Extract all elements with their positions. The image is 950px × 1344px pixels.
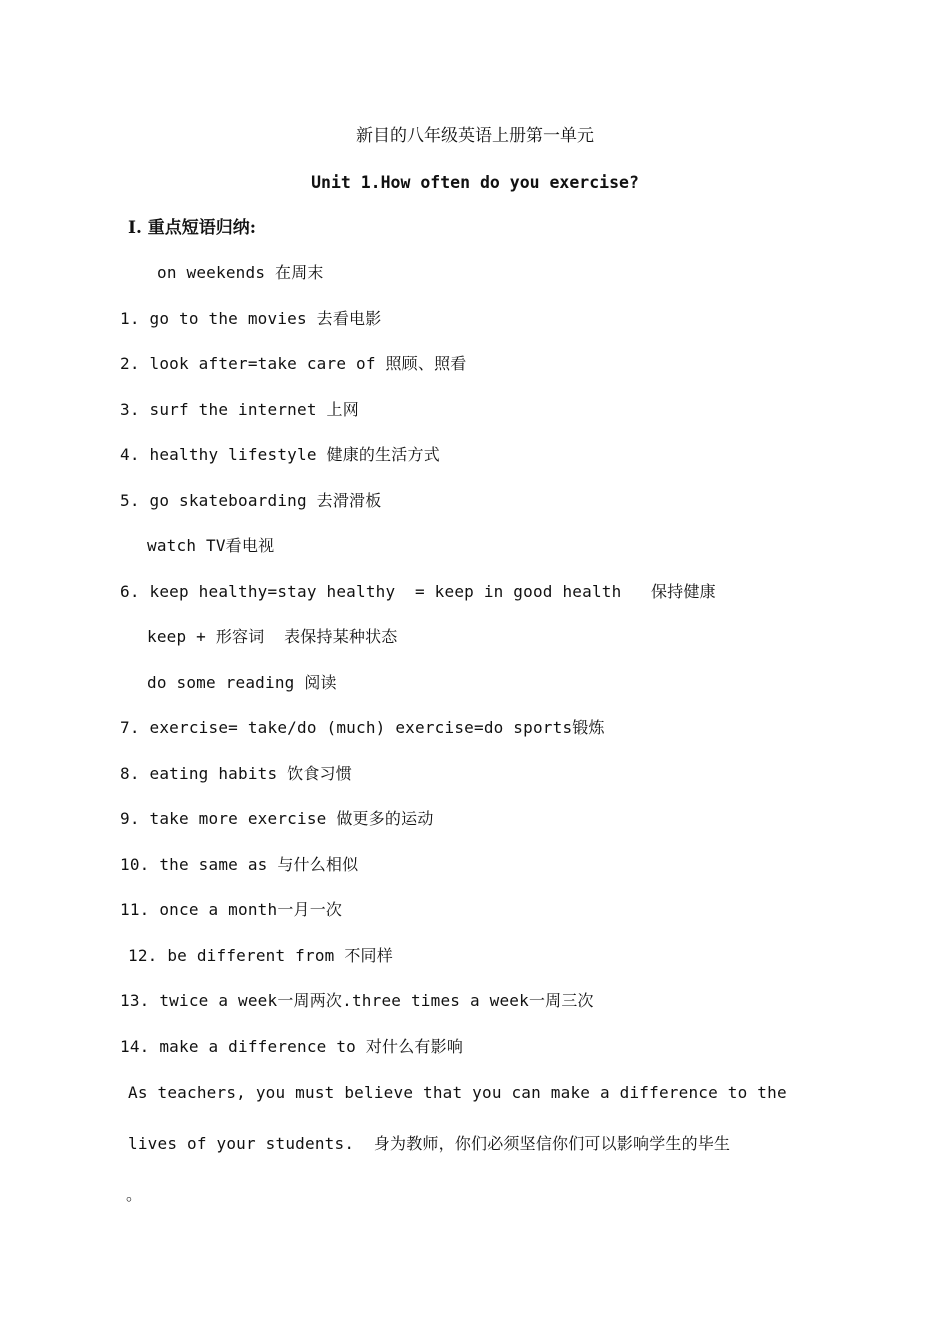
example-sentence-english: As teachers, you must believe that you can make a difference to the [128,1083,787,1102]
phrase-item: 13. twice a week一周两次.three times a week一周三次 [120,991,594,1010]
phrase-item: 1. go to the movies 去看电影 [120,309,382,328]
phrase-item: 2. look after=take care of 照顾、照看 [120,354,467,373]
section-heading: I. 重点短语归纳: [128,218,257,238]
phrase-item: 8. eating habits 饮食习惯 [120,764,352,783]
example-sentence-chinese: lives of your students. 身为教师，你们必须坚信你们可以影响学生的毕生 [128,1134,731,1153]
phrase-item: do some reading 阅读 [147,673,337,692]
phrase-item: 6. keep healthy=stay healthy = keep in good health 保持健康 [120,582,716,601]
phrase-item: 5. go skateboarding 去滑滑板 [120,491,382,510]
phrase-item: 7. exercise= take/do (much) exercise=do sports锻炼 [120,718,605,737]
phrase-item: 14. make a difference to 对什么有影响 [120,1037,464,1056]
phrase-item: 11. once a month一月一次 [120,900,343,919]
phrase-item: 3. surf the internet 上网 [120,400,359,419]
document-title-english: Unit 1.How often do you exercise? [311,173,639,192]
phrase-item: on weekends 在周末 [157,263,324,282]
phrase-item: watch TV看电视 [147,536,275,555]
phrase-item: 12. be different from 不同样 [128,946,393,965]
example-sentence-end: 。 [126,1185,143,1204]
phrase-item: 4. healthy lifestyle 健康的生活方式 [120,445,440,464]
phrase-item: 10. the same as 与什么相似 [120,855,359,874]
phrase-item: 9. take more exercise 做更多的运动 [120,809,434,828]
phrase-item: keep + 形容词 表保持某种状态 [147,627,398,646]
document-title-chinese: 新目的八年级英语上册第一单元 [356,126,594,146]
